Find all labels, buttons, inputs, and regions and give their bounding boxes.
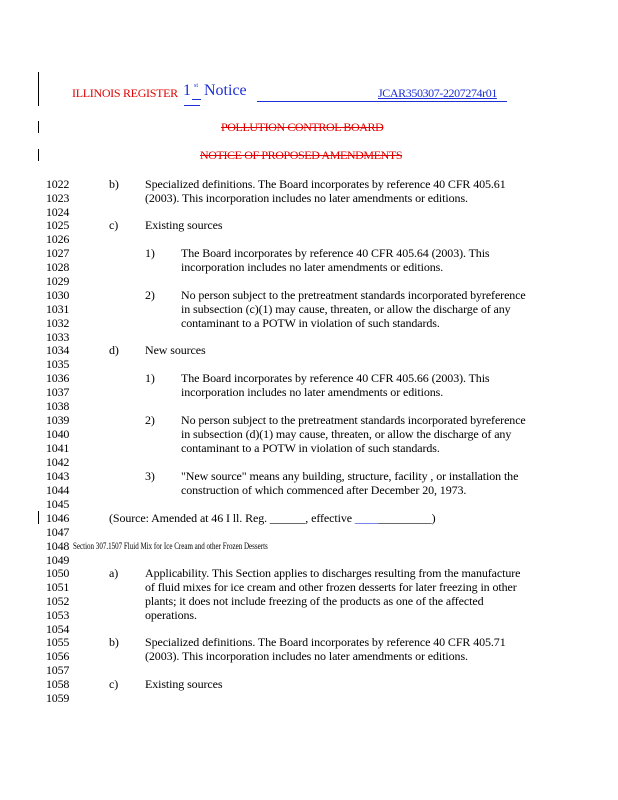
body-text: Applicability. This Section applies to discharges resulting from the manufacture bbox=[145, 566, 521, 580]
subsection-label: b) bbox=[109, 177, 119, 191]
line-number: 1050 bbox=[46, 566, 70, 580]
body-text: incorporation includes no later amendments or editions. bbox=[181, 260, 444, 274]
body-text: construction of which commenced after December 20, 1973. bbox=[181, 483, 467, 497]
source-note-blank: ____ bbox=[354, 511, 379, 525]
line-number: 1040 bbox=[46, 427, 70, 441]
body-text: New sources bbox=[145, 343, 206, 357]
line-number: 1049 bbox=[46, 553, 70, 567]
subsection-label: 1) bbox=[145, 371, 155, 385]
line-number: 1038 bbox=[46, 399, 70, 413]
board-name: POLLUTION CONTROL BOARD bbox=[221, 120, 384, 134]
change-bar bbox=[38, 72, 39, 106]
line-number: 1028 bbox=[46, 260, 70, 274]
subsection-label: 2) bbox=[145, 413, 155, 427]
subsection-label: a) bbox=[109, 566, 119, 580]
body-text: contaminant to a POTW in violation of such standards. bbox=[181, 441, 440, 455]
body-text: No person subject to the pretreatment standards incorporated byreference bbox=[181, 288, 526, 302]
line-number: 1036 bbox=[46, 371, 70, 385]
subsection-label: 1) bbox=[145, 246, 155, 260]
line-number: 1042 bbox=[46, 455, 70, 469]
line-number: 1032 bbox=[46, 316, 70, 330]
subsection-label: d) bbox=[109, 343, 119, 357]
change-bar bbox=[38, 511, 39, 524]
subsection-label: c) bbox=[109, 677, 119, 691]
line-number: 1027 bbox=[46, 246, 70, 260]
line-number: 1051 bbox=[46, 580, 70, 594]
body-text: No person subject to the pretreatment standards incorporated byreference bbox=[181, 413, 526, 427]
line-number: 1045 bbox=[46, 497, 70, 511]
line-number: 1022 bbox=[46, 177, 70, 191]
header-rule bbox=[184, 105, 200, 106]
body-text: in subsection (d)(1) may cause, threaten, or allow the discharge of any bbox=[181, 427, 512, 441]
line-number: 1030 bbox=[46, 288, 70, 302]
body-text: The Board incorporates by reference 40 CFR 405.64 (2003). This bbox=[181, 246, 490, 260]
body-text: (2003). This incorporation includes no later amendments or editions. bbox=[145, 191, 468, 205]
line-number: 1048 bbox=[46, 539, 70, 553]
line-number: 1026 bbox=[46, 232, 70, 246]
body-text: (2003). This incorporation includes no later amendments or editions. bbox=[145, 649, 468, 663]
notice-heading: NOTICE OF PROPOSED AMENDMENTS bbox=[200, 148, 403, 162]
line-number: 1053 bbox=[46, 608, 70, 622]
line-number: 1041 bbox=[46, 441, 70, 455]
notice-title: Notice bbox=[204, 82, 247, 99]
subsection-label: b) bbox=[109, 635, 119, 649]
register-title: ILLINOIS REGISTER bbox=[72, 86, 178, 100]
page-header bbox=[72, 82, 532, 102]
header-rule bbox=[257, 101, 507, 102]
line-number: 1035 bbox=[46, 357, 70, 371]
line-number: 1058 bbox=[46, 677, 70, 691]
body-text: operations. bbox=[145, 608, 197, 622]
body-text: incorporation includes no later amendments or editions. bbox=[181, 385, 444, 399]
jcar-id: JCAR350307-2207274r01 bbox=[378, 86, 497, 100]
subsection-label: 3) bbox=[145, 469, 155, 483]
line-number: 1037 bbox=[46, 385, 70, 399]
body-text: contaminant to a POTW in violation of such standards. bbox=[181, 316, 440, 330]
line-number: 1055 bbox=[46, 635, 70, 649]
source-note-text: (Source: Amended at 46 I ll. Reg. ______, effective bbox=[109, 511, 355, 525]
line-number: 1034 bbox=[46, 343, 70, 357]
source-note-close: _________) bbox=[378, 511, 436, 525]
body-text: "New source" means any building, structure, facility , or installation the bbox=[181, 469, 519, 483]
line-number: 1046 bbox=[46, 511, 70, 525]
line-number: 1039 bbox=[46, 413, 70, 427]
subsection-label: c) bbox=[109, 218, 119, 232]
body-text: plants; it does not include freezing of the products as one of the affected bbox=[145, 594, 484, 608]
line-number: 1056 bbox=[46, 649, 70, 663]
body-text: Existing sources bbox=[145, 218, 223, 232]
line-number: 1031 bbox=[46, 302, 70, 316]
body-text: of fluid mixes for ice cream and other frozen desserts for later freezing in other bbox=[145, 580, 517, 594]
line-number: 1059 bbox=[46, 691, 70, 705]
line-number: 1054 bbox=[46, 622, 70, 636]
line-number: 1047 bbox=[46, 525, 70, 539]
body-text: Existing sources bbox=[145, 677, 223, 691]
body-text: in subsection (c)(1) may cause, threaten, or allow the discharge of any bbox=[181, 302, 511, 316]
subsection-label: 2) bbox=[145, 288, 155, 302]
page-number: 1 bbox=[183, 82, 191, 99]
line-number: 1024 bbox=[46, 205, 70, 219]
body-text: The Board incorporates by reference 40 CFR 405.66 (2003). This bbox=[181, 371, 490, 385]
line-number: 1029 bbox=[46, 274, 70, 288]
section-heading: Section 307.1507 Fluid Mix for Ice Cream and other Frozen Desserts bbox=[73, 541, 268, 551]
body-text: Specialized definitions. The Board incorporates by reference 40 CFR 405.61 bbox=[145, 177, 506, 191]
page-number-superscript: st bbox=[194, 83, 199, 89]
line-number: 1044 bbox=[46, 483, 70, 497]
header-rule bbox=[192, 99, 201, 100]
body-text: Specialized definitions. The Board incorporates by reference 40 CFR 405.71 bbox=[145, 635, 506, 649]
change-bar bbox=[38, 149, 39, 161]
source-note bbox=[109, 511, 435, 525]
change-bar bbox=[38, 121, 39, 133]
line-number: 1052 bbox=[46, 594, 70, 608]
line-number: 1057 bbox=[46, 663, 70, 677]
line-number: 1043 bbox=[46, 469, 70, 483]
line-number: 1023 bbox=[46, 191, 70, 205]
line-number: 1033 bbox=[46, 330, 70, 344]
line-number: 1025 bbox=[46, 218, 70, 232]
